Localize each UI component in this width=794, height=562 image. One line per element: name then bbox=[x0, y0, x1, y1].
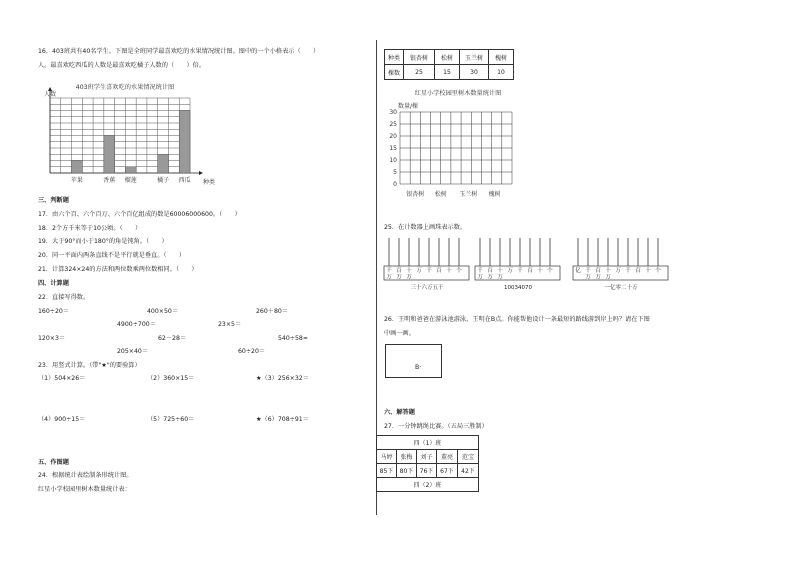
q26-line1: 26．王明和爸爸在游泳池游泳，王明在B点。你能帮他设计一条最短的路线游到岸上吗？请在下图 bbox=[384, 316, 650, 323]
category-label: 西瓜 bbox=[178, 177, 191, 184]
tree-categories bbox=[406, 190, 500, 198]
q23: 23．用竖式计算。（带"★"的要验算） bbox=[38, 362, 141, 369]
abacus-frame bbox=[572, 236, 670, 296]
pool-point-b: B· bbox=[415, 364, 422, 371]
player-score: 85下 bbox=[377, 464, 397, 478]
place-label: 千 bbox=[426, 268, 432, 274]
place-label: 万 bbox=[507, 268, 513, 274]
tree-table-header: 玉兰树 bbox=[460, 50, 489, 65]
place-label: 十 bbox=[446, 268, 452, 274]
fruit-categories bbox=[71, 176, 191, 184]
swimming-pool[interactable] bbox=[385, 344, 442, 378]
tick-label: 5 bbox=[393, 169, 397, 176]
vert-6: ★（6）708÷91＝ bbox=[256, 416, 309, 423]
vert-2: （2）360×15＝ bbox=[147, 375, 195, 382]
abacus-caption: 一亿零二十万 bbox=[604, 285, 638, 291]
q21: 21．计算324×24的方法和两位数乘两位数相同。（ ） bbox=[38, 266, 198, 273]
place-label: 千 bbox=[585, 268, 591, 274]
abacus-frame bbox=[474, 236, 562, 296]
place-label: 万 bbox=[615, 268, 621, 274]
place-label: 百 bbox=[396, 268, 402, 274]
bar bbox=[158, 154, 169, 173]
calc-1: 160÷20＝ bbox=[38, 308, 70, 315]
player-score: 42下 bbox=[458, 464, 479, 478]
y-axis-arrow bbox=[48, 87, 52, 91]
tree-table-cell: 10 bbox=[489, 65, 514, 80]
player-name: 刘子 bbox=[417, 450, 437, 464]
tree-table-cell: 25 bbox=[404, 65, 435, 80]
category-label: 香蕉 bbox=[103, 177, 116, 184]
fruit-chart-title: 403班学生喜欢吃的水果情况统计图 bbox=[75, 84, 175, 91]
category-label: 玉兰树 bbox=[459, 191, 478, 198]
section-3-heading: 三、判断题 bbox=[38, 197, 69, 204]
section-5-heading: 五、作图题 bbox=[38, 459, 69, 466]
tree-bar-chart bbox=[370, 86, 530, 206]
tree-table-header: 槐树 bbox=[489, 50, 514, 65]
bar bbox=[125, 167, 136, 173]
section-6-heading: 六、解答题 bbox=[384, 409, 415, 416]
place-label: 万 bbox=[595, 274, 601, 281]
abacus-frame bbox=[383, 236, 471, 296]
vert-4: （4）900÷15＝ bbox=[38, 416, 86, 423]
player-name: 董亮 bbox=[437, 450, 458, 464]
place-label: 百 bbox=[635, 268, 641, 274]
vert-3: ★（3）256×32＝ bbox=[256, 375, 309, 382]
bar bbox=[72, 161, 83, 174]
tree-table-header: 银杏树 bbox=[404, 50, 435, 65]
place-label: 万 bbox=[396, 274, 402, 281]
category-label: 橘子 bbox=[157, 177, 170, 184]
tree-chart-title: 红星小学校园里树木数量统计图 bbox=[414, 90, 502, 97]
tree-table-cell: 15 bbox=[435, 65, 460, 80]
section-4-heading: 四、计算题 bbox=[38, 280, 69, 287]
place-label: 万 bbox=[477, 274, 483, 281]
tick-label: 10 bbox=[389, 157, 397, 164]
tree-y-label: 数量/棵 bbox=[398, 103, 419, 110]
place-label: 百 bbox=[436, 268, 442, 274]
place-label: 个 bbox=[456, 268, 462, 274]
place-label: 百 bbox=[595, 268, 601, 274]
calc-8: 540÷58≈ bbox=[278, 335, 309, 342]
q17: 17．由六个百、六个百万、六个百亿组成的数是60006000600。（ ） bbox=[38, 211, 241, 218]
tree-table-header: 种类 bbox=[385, 50, 404, 65]
tree-table-row-label: 棵数 bbox=[385, 65, 404, 80]
calc-10: 60÷20＝ bbox=[238, 348, 266, 355]
place-label: 万 bbox=[585, 274, 591, 281]
tick-label: 0 bbox=[393, 181, 397, 188]
tick-label: 25 bbox=[389, 121, 397, 128]
place-label: 万 bbox=[406, 274, 412, 281]
category-label: 松树 bbox=[434, 191, 447, 198]
place-label: 亿 bbox=[575, 268, 581, 274]
vert-5: （5）725÷60＝ bbox=[147, 416, 195, 423]
abacus-caption: 10034070 bbox=[504, 285, 532, 291]
category-label: 苹果 bbox=[70, 177, 83, 184]
place-label: 十 bbox=[605, 268, 611, 274]
place-label: 万 bbox=[487, 274, 493, 281]
place-label: 千 bbox=[625, 268, 631, 274]
q26-line2: 中画一画。 bbox=[384, 330, 415, 337]
q25: 25．在计数器上画珠表示数。 bbox=[384, 224, 467, 231]
place-label: 万 bbox=[386, 274, 392, 281]
place-label: 十 bbox=[537, 268, 543, 274]
calc-5: 23×5＝ bbox=[218, 321, 242, 328]
player-score: 80下 bbox=[397, 464, 417, 478]
place-label: 千 bbox=[517, 268, 523, 274]
calc-6: 120×3＝ bbox=[38, 335, 66, 342]
calc-4: 4900÷700＝ bbox=[117, 321, 156, 328]
fruit-x-label: 种类 bbox=[203, 179, 216, 186]
place-label: 十 bbox=[645, 268, 651, 274]
tick-label: 20 bbox=[389, 133, 397, 140]
player-name: 张梅 bbox=[397, 450, 417, 464]
place-label: 百 bbox=[527, 268, 533, 274]
tree-ticks bbox=[389, 109, 397, 188]
calc-2: 400×50＝ bbox=[147, 308, 179, 315]
place-label: 十 bbox=[406, 268, 412, 274]
tick-label: 30 bbox=[389, 109, 397, 116]
tree-count-table bbox=[384, 49, 514, 80]
calc-9: 205×40＝ bbox=[117, 348, 149, 355]
q24-table-caption: 红星小学校园里树木数量统计表： bbox=[38, 486, 131, 493]
category-label: 银杏树 bbox=[406, 191, 425, 198]
tree-table-header: 松树 bbox=[435, 50, 460, 65]
place-label: 个 bbox=[655, 268, 661, 274]
q18: 18．2个方千米等于10公顷。（ ） bbox=[38, 225, 142, 232]
abacus-caption: 三十六万五千 bbox=[410, 285, 444, 291]
q22: 22．直接写得数。 bbox=[38, 294, 90, 301]
class-1-header: 四（1）班 bbox=[377, 436, 479, 450]
place-label: 万 bbox=[605, 274, 611, 281]
player-name: 范宝 bbox=[458, 450, 479, 464]
x-axis-arrow bbox=[199, 171, 203, 175]
place-label: 个 bbox=[547, 268, 553, 274]
q16-line2: 人。最喜欢吃西瓜的人数是最喜欢吃橘子人数的（ ）倍。 bbox=[38, 62, 206, 69]
q16-line1: 16．403班共有40名学生。下图是全班同学最喜欢吃的水果情况统计图。图中的一个小格表示（ ） bbox=[38, 48, 320, 55]
fruit-bar-chart bbox=[40, 80, 220, 190]
player-score: 76下 bbox=[417, 464, 437, 478]
player-name: 马婷 bbox=[377, 450, 397, 464]
q20: 20．同一平面内两条直线不是平行就是垂直。（ ） bbox=[38, 252, 186, 259]
bar bbox=[104, 136, 115, 174]
vert-1: （1）504×26＝ bbox=[38, 375, 86, 382]
q24: 24．根据统计表绘制条形统计图。 bbox=[38, 472, 133, 479]
place-label: 百 bbox=[487, 268, 493, 274]
place-label: 千 bbox=[477, 268, 483, 274]
place-label: 万 bbox=[497, 274, 503, 281]
calc-3: 260＋80＝ bbox=[256, 308, 289, 315]
category-label: 榴莲 bbox=[124, 177, 137, 184]
category-label: 槐树 bbox=[488, 191, 501, 198]
calc-7: 62－28＝ bbox=[158, 335, 187, 342]
fruit-y-label: 人数 bbox=[44, 91, 57, 98]
place-label: 万 bbox=[416, 268, 422, 274]
tree-table-cell: 30 bbox=[460, 65, 489, 80]
place-label: 千 bbox=[386, 268, 392, 274]
tick-label: 15 bbox=[389, 145, 397, 152]
bar bbox=[179, 111, 190, 174]
class-2-header: 四（2）班 bbox=[377, 478, 479, 492]
q19: 19．大于90°而小于180°的角是钝角。（ ） bbox=[38, 238, 168, 245]
place-label: 十 bbox=[497, 268, 503, 274]
jump-rope-table bbox=[376, 435, 479, 492]
q27: 27．一分钟跳绳比赛。（五局三胜制） bbox=[384, 423, 488, 430]
tree-grid bbox=[400, 112, 512, 184]
player-score: 67下 bbox=[437, 464, 458, 478]
